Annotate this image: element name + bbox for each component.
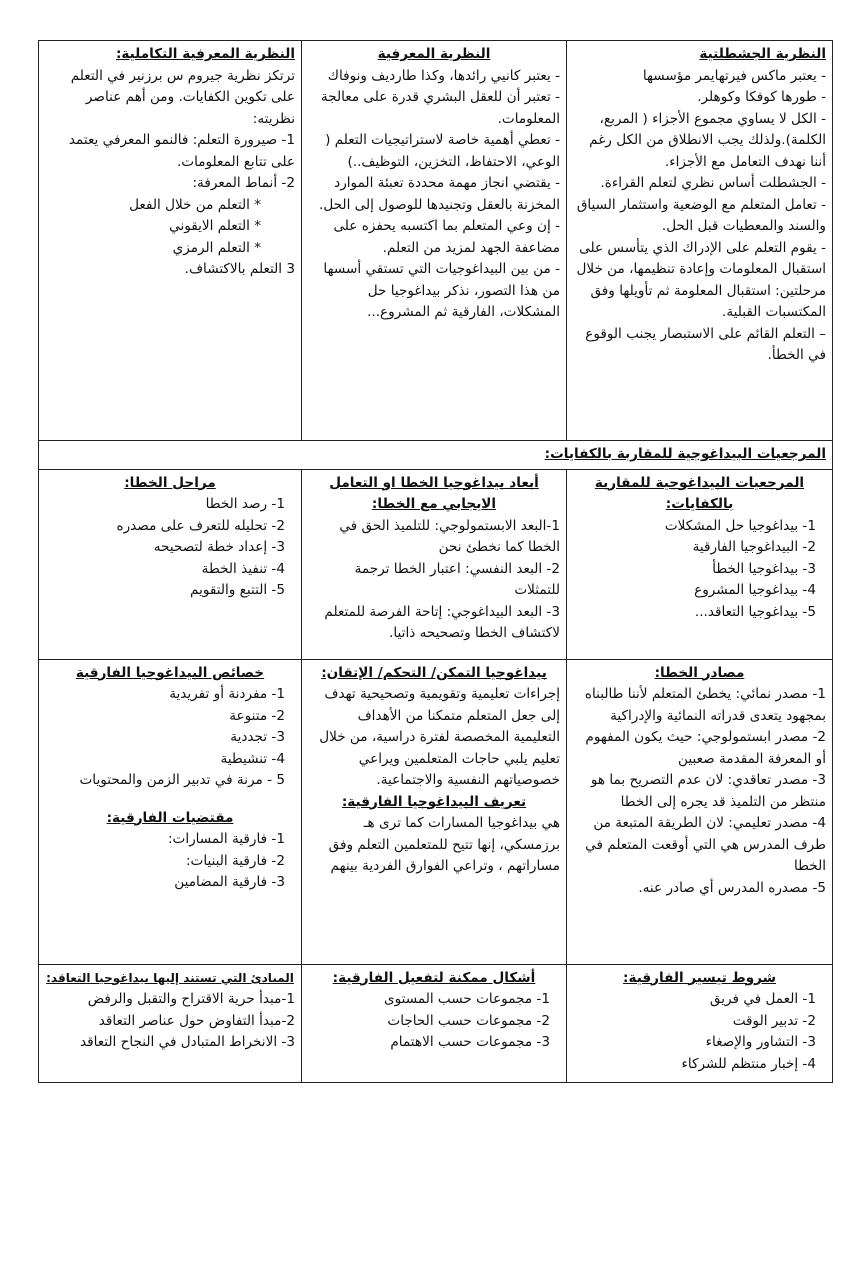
cognitive-line: - إن وعي المتعلم بما اكتسبه يحفزه على مضاعفة الجهد لمزيد من التعلم. — [333, 218, 560, 256]
cell-features — [39, 659, 302, 964]
sources-item: 5- مصدره المدرس أي صادر عنه. — [638, 879, 826, 896]
forms-item: 3- مجموعات حسب الاهتمام — [390, 1034, 550, 1050]
differentiation-definition-text: هي بيداغوجيا المسارات كما ترى هـ برزمسكي، إنها تتيح للمتعلمين التعلم وفق مساراتهم ، وتراعي الفوارق الفردية بينهم — [328, 815, 560, 874]
refs-item: 5- بيداغوجيا التعاقد... — [694, 603, 816, 620]
conditions-item: 3- التشاور والإصغاء — [705, 1034, 816, 1050]
cell-conditions — [567, 964, 833, 1082]
cognitive-line: - يعتبر كانيي رائدها، وكذا طارديف ونوفاك — [327, 67, 560, 84]
cell-forms — [302, 964, 567, 1082]
mastery-text: إجراءات تعليمية وتقويمية وتصحيحية تهدف إلى جعل المتعلم متمكنا من الأهداف التعليمية المخصصة لفترة دراسية، من خلال تعليم يلبي حاجات المتعلمين ويراعي خصوصياتهم النفسية والاجتماعية. — [319, 686, 560, 788]
features-item: 2- متنوعة — [229, 707, 285, 724]
forms-title: أشكال ممكنة لتفعيل الفارقية: — [332, 969, 536, 986]
refs-item: 4- بيداغوجيا المشروع — [694, 582, 816, 598]
spacer — [45, 792, 295, 808]
integrative-point: 1- صيرورة التعلم: فالنمو المعرفي يعتمد على تتابع المعلومات. — [68, 132, 295, 170]
gestalt-line: - يقوم التعلم على الإدراك الذي يتأسس على استقبال المعلومات وإعادة تنظيمها، من خلال مرحلتين: استقبال المعلومة ثم تأويلها وفق المكتسبات القبلية. — [576, 239, 826, 320]
features-item: 5 - مرنة في تدبير الزمن والمحتويات — [79, 772, 285, 788]
integrative-point: 3 التعلم بالاكتشاف. — [184, 261, 295, 277]
conditions-title: شروط تيسير الفارقية: — [623, 969, 776, 986]
cognitive-line: - من بين البيداغوجيات التي تستقي أسسها من هذا التصور، نذكر بيداغوجيا حل المشكلات، الفارقية ثم المشروع... — [323, 261, 560, 320]
stages-item: 2- تحليله للتعرف على مصدره — [116, 517, 285, 534]
integrative-intro: ترتكز نظرية جيروم س برزنير في التعلم على تكوين الكفايات. ومن أهم عناصر نظريته: — [70, 67, 295, 127]
row-theories — [39, 41, 833, 441]
gestalt-line: - طورها كوفكا وكوهلر. — [697, 89, 826, 105]
principles-item: 3- الانخراط المتبادل في النجاح التعاقد — [79, 1034, 295, 1050]
dims-item: 1-البعد الابستمولوجي: للتلميذ الحق في الخطا كما نخطئ نحن — [339, 517, 560, 555]
principles-item: 1-مبدأ حرية الاقتراح والتقبل والرفض — [87, 991, 295, 1007]
cell-dims — [302, 469, 567, 659]
requirements-item: 3- فارقية المضامين — [174, 874, 285, 890]
dims-item: 2- البعد النفسي: اعتبار الخطا ترجمة للتمثلات — [354, 560, 560, 598]
sources-title: مصادر الخطا: — [654, 664, 745, 681]
stages-item: 1- رصد الخطا — [205, 496, 285, 512]
content-table — [38, 40, 833, 1083]
cell-sources — [567, 659, 833, 964]
features-item: 4- تنشيطية — [220, 750, 285, 767]
cognitive-line: - تعطي أهمية خاصة لاستراتيجيات التعلم ( الوعي، الاحتفاظ، التخزين، التوظيف..) — [325, 132, 560, 170]
principles-item: 2-مبدأ التفاوض حول عناصر التعاقد — [98, 1012, 295, 1029]
stages-title: مراحل الخطا: — [124, 474, 216, 491]
integrative-subpoint: * التعلم من خلال الفعل — [129, 196, 261, 213]
stages-item: 4- تنفيذ الخطة — [201, 560, 285, 577]
refs-item: 1- بيداغوجيا حل المشكلات — [664, 517, 816, 534]
cell-stages — [39, 469, 302, 659]
sources-item: 1- مصدر نمائي: يخطئ المتعلم لأننا طالبناه بمجهود يتعدى قدراته النمائية والإدراكية — [584, 686, 826, 724]
cell-refs — [567, 469, 833, 659]
gestalt-line: - الجشطلت أساس نظري لتعلم القراءة. — [600, 175, 826, 191]
cell-gestalt — [567, 41, 833, 441]
gestalt-line: - الكل لا يساوي مجموع الأجزاء ( المربع، الكلمة).ولذلك يجب الانطلاق من الكل رغم أننا نهدف التعامل مع الأجزاء. — [589, 110, 826, 170]
forms-item: 2- مجموعات حسب الحاجات — [387, 1012, 550, 1029]
refs-item: 2- البيداغوجيا الفارقية — [692, 539, 816, 555]
row-references — [39, 469, 833, 659]
refs-item: 3- بيداغوجيا الخطأ — [712, 560, 816, 577]
principles-title: المبادئ التي تستند إليها بيداغوجيا التعاقد: — [46, 970, 294, 985]
conditions-item: 1- العمل في فريق — [709, 991, 816, 1007]
requirements-title: مقتضيات الفارقية: — [106, 809, 234, 826]
cell-cognitive — [302, 41, 567, 441]
cell-principles — [39, 964, 302, 1082]
dims-item: 3- البعد البيداغوجي: إتاحة الفرصة للمتعلم لاكتشاف الخطا وتصحيحه ذاتيا. — [324, 603, 560, 641]
requirements-item: 2- فارقية البنيات: — [185, 852, 285, 869]
requirements-item: 1- فارقية المسارات: — [167, 831, 285, 847]
gestalt-line: – التعلم القائم على الاستبصار يجنب الوقوع في الخطأ. — [585, 325, 826, 363]
sources-item: 4- مصدر تعليمي: لان الطريقة المتبعة من طرف المدرس هي التي أوقعت المتعلم في الخطا — [585, 815, 826, 874]
cell-mastery — [302, 659, 567, 964]
cognitive-line: - يقتضي انجاز مهمة محددة تعبئة الموارد المخزنة بالعقل وتجنيدها للوصول إلى الحل. — [319, 175, 560, 213]
cognitive-title: النظرية المعرفية — [377, 46, 491, 62]
stages-item: 3- إعداد خطة لتصحيحه — [153, 539, 285, 555]
integrative-subpoint: * التعلم الرمزي — [172, 239, 261, 256]
gestalt-line: - يعتبر ماكس فيرتهايمر مؤسسها — [642, 67, 826, 84]
features-item: 3- تجددية — [230, 729, 285, 745]
conditions-item: 2- تدبير الوقت — [732, 1012, 816, 1029]
integrative-subpoint: * التعلم الايقوني — [169, 218, 261, 234]
sources-item: 2- مصدر ابستمولوجي: حيث يكون المفهوم أو المعرفة المقدمة صعبين — [585, 729, 826, 767]
features-item: 1- مفردنة أو تفريدية — [169, 686, 285, 702]
integrative-title: النظرية المعرفية التكاملية: — [115, 46, 295, 62]
integrative-point: 2- أنماط المعرفة: — [192, 175, 295, 191]
stages-item: 5- التتبع والتقويم — [190, 582, 285, 598]
band-title: المرجعيات البيداغوجية للمقاربة بالكفايات: — [39, 441, 833, 470]
cognitive-line: - تعتبر أن للعقل البشري قدرة على معالجة المعلومات. — [320, 89, 560, 127]
conditions-item: 4- إخبار منتظم للشركاء — [681, 1055, 816, 1072]
sources-item: 3- مصدر تعاقدي: لان عدم التصريح بما هو منتظر من التلميذ قد يجره إلى الخطا — [590, 772, 826, 810]
refs-title: المرجعيات البيداغوجية للمقاربة بالكفايات: — [594, 474, 805, 512]
differentiation-definition-title: تعريف البيداغوجيا الفارقية: — [341, 793, 527, 810]
row-conditions — [39, 964, 833, 1082]
gestalt-line: - تعامل المتعلم مع الوضعية واستثمار السياق والسند والمعطيات قبل الحل. — [576, 196, 826, 234]
cell-integrative — [39, 41, 302, 441]
row-band — [39, 441, 833, 470]
dims-title: أبعاد بيداغوجيا الخطا او التعامل الايجابي مع الخطا: — [329, 474, 539, 512]
features-title: خصائص البيداغوجيا الفارقية — [75, 664, 265, 681]
mastery-title: بيداغوجيا التمكن/ التحكم/ الإتقان: — [321, 664, 547, 681]
gestalt-title: النظرية الجشطلتية — [699, 46, 826, 62]
forms-item: 1- مجموعات حسب المستوى — [383, 991, 550, 1007]
row-sources — [39, 659, 833, 964]
